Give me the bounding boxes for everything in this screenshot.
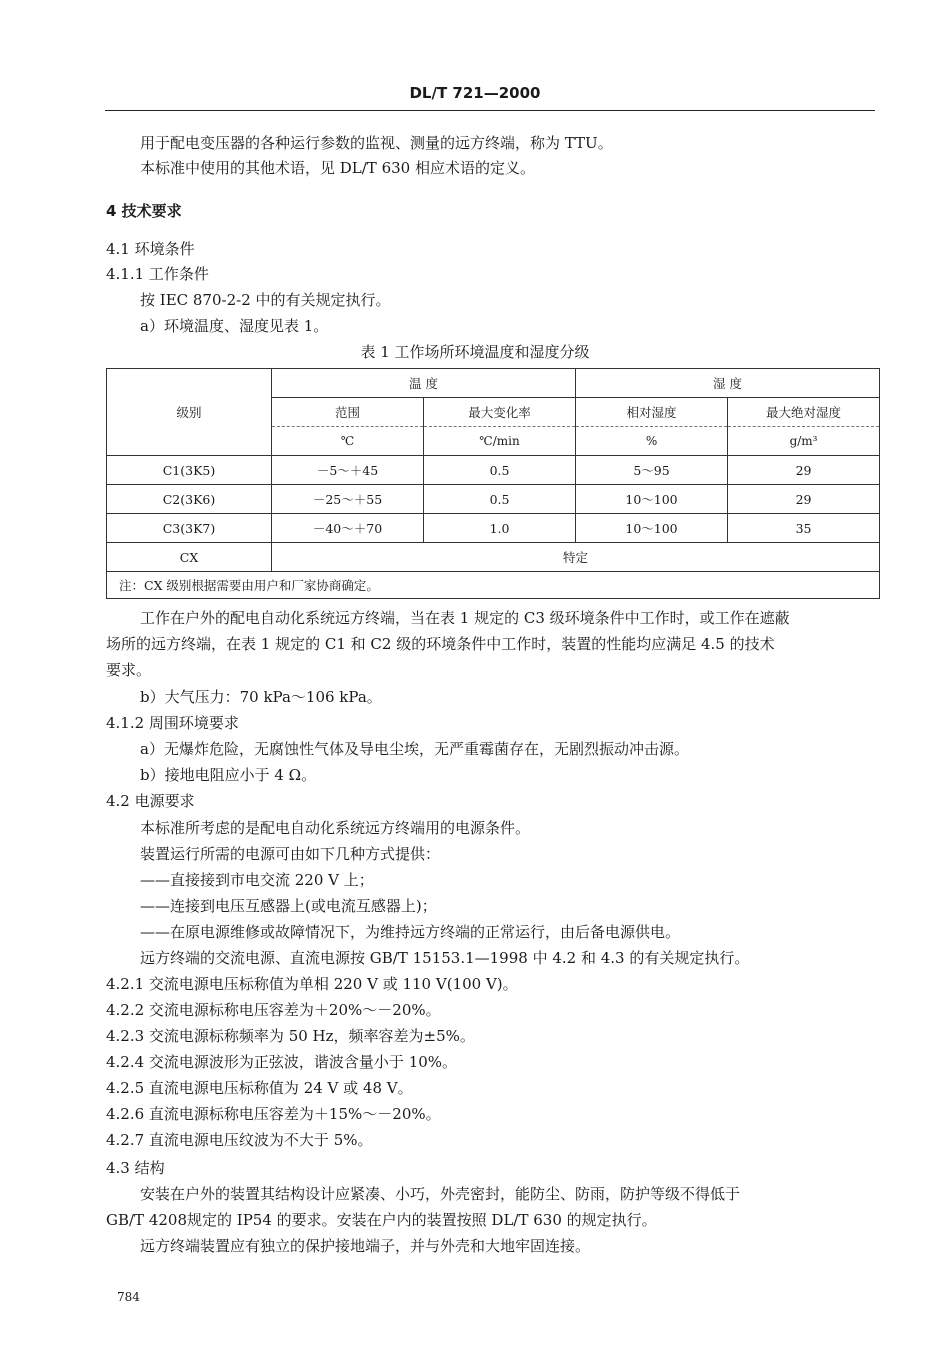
row-class: C2(3K6) <box>107 485 272 514</box>
header-abs-unit: g/m³ <box>728 427 880 456</box>
page-header-title: DL/T 721—2000 <box>409 84 541 102</box>
row-rh: 10～100 <box>576 485 728 514</box>
power-paragraph-2: 装置运行所需的电源可由如下几种方式提供： <box>140 845 441 863</box>
section-4-1-1-text: 按 IEC 870-2-2 中的有关规定执行。 <box>140 291 391 309</box>
section-4-1-1-heading: 4.1.1 工作条件 <box>106 265 209 283</box>
power-dash-2: ——连接到电压互感器上(或电流互感器上)； <box>140 897 437 915</box>
power-dash-1: ——直接接到市电交流 220 V 上； <box>140 871 374 889</box>
header-max-absolute-humidity: 最大绝对湿度 <box>728 398 880 427</box>
row-class-cx: CX <box>107 543 272 572</box>
item-a-temperature: a）环境温度、湿度见表 1。 <box>140 317 329 335</box>
table-row <box>107 514 880 543</box>
power-paragraph-1: 本标准所考虑的是配电自动化系统远方终端用的电源条件。 <box>140 819 531 837</box>
row-rh: 10～100 <box>576 514 728 543</box>
row-abs: 29 <box>728 485 880 514</box>
row-class: C1(3K5) <box>107 456 272 485</box>
table-row <box>107 485 880 514</box>
after-table-line-3: 要求。 <box>106 661 152 679</box>
structure-line-2: GB/T 4208规定的 IP54 的要求。安装在户内的装置按照 DL/T 630 的规定执行。 <box>106 1211 657 1229</box>
power-dash-3: ——在原电源维修或故障情况下，为维持远方终端的正常运行，由后备电源供电。 <box>140 923 681 941</box>
environment-table <box>106 368 880 599</box>
page-number: 784 <box>117 1290 140 1304</box>
row-rh: 5～95 <box>576 456 728 485</box>
table-note: 注：CX 级别根据需要由用户和厂家协商确定。 <box>107 572 880 599</box>
table-1-caption: 表 1 工作场所环境温度和湿度分级 <box>360 343 590 361</box>
structure-line-3: 远方终端装置应有独立的保护接地端子，并与外壳和大地牢固连接。 <box>140 1237 591 1255</box>
clause-4-2-3: 4.2.3 交流电源标称频率为 50 Hz，频率容差为±5%。 <box>106 1027 475 1045</box>
clause-4-2-5: 4.2.5 直流电源电压标称值为 24 V 或 48 V。 <box>106 1079 413 1097</box>
section-4-heading: 4 技术要求 <box>106 202 182 220</box>
clause-4-2-2: 4.2.2 交流电源标称电压容差为＋20%～－20%。 <box>106 1001 441 1019</box>
after-table-line-1: 工作在户外的配电自动化系统远方终端，当在表 1 规定的 C3 级环境条件中工作时，或工作在遮蔽 <box>140 609 790 627</box>
header-divider <box>105 110 875 111</box>
item-b-grounding: b）接地电阻应小于 4 Ω。 <box>140 766 317 784</box>
item-a-environment: a）无爆炸危险，无腐蚀性气体及导电尘埃，无严重霉菌存在，无剧烈振动冲击源。 <box>140 740 689 758</box>
header-max-rate: 最大变化率 <box>424 398 576 427</box>
row-range: －25～＋55 <box>272 485 424 514</box>
section-4-2-heading: 4.2 电源要求 <box>106 792 195 810</box>
header-humidity: 湿 度 <box>576 369 880 398</box>
header-class: 级别 <box>107 369 272 456</box>
clause-4-2-7: 4.2.7 直流电源电压纹波为不大于 5%。 <box>106 1131 373 1149</box>
item-b-pressure: b）大气压力：70 kPa～106 kPa。 <box>140 688 382 706</box>
header-relative-humidity: 相对湿度 <box>576 398 728 427</box>
intro-paragraph-2: 本标准中使用的其他术语，见 DL/T 630 相应术语的定义。 <box>140 159 535 177</box>
table-row <box>107 456 880 485</box>
section-4-1-2-heading: 4.1.2 周围环境要求 <box>106 714 239 732</box>
row-rate: 0.5 <box>424 485 576 514</box>
header-temperature: 温 度 <box>272 369 576 398</box>
clause-4-2-6: 4.2.6 直流电源标称电压容差为＋15%～－20%。 <box>106 1105 441 1123</box>
clause-4-2-4: 4.2.4 交流电源波形为正弦波，谐波含量小于 10%。 <box>106 1053 458 1071</box>
section-4-3-heading: 4.3 结构 <box>106 1159 165 1177</box>
header-range: 范围 <box>272 398 424 427</box>
power-paragraph-3: 远方终端的交流电源、直流电源按 GB/T 15153.1—1998 中 4.2 和 4.3 的有关规定执行。 <box>140 949 750 967</box>
section-4-1-heading: 4.1 环境条件 <box>106 240 195 258</box>
after-table-line-2: 场所的远方终端，在表 1 规定的 C1 和 C2 级的环境条件中工作时，装置的性能均应满足 4.5 的技术 <box>106 635 775 653</box>
row-cx-value: 特定 <box>272 543 880 572</box>
structure-line-1: 安装在户外的装置其结构设计应紧凑、小巧，外壳密封，能防尘、防雨，防护等级不得低于 <box>140 1185 741 1203</box>
header-rh-unit: % <box>576 427 728 456</box>
row-rate: 1.0 <box>424 514 576 543</box>
table-row <box>107 543 880 572</box>
row-rate: 0.5 <box>424 456 576 485</box>
row-range: －5～＋45 <box>272 456 424 485</box>
clause-4-2-1: 4.2.1 交流电源电压标称值为单相 220 V 或 110 V(100 V)。 <box>106 975 518 993</box>
row-abs: 29 <box>728 456 880 485</box>
row-range: －40～＋70 <box>272 514 424 543</box>
header-range-unit: ℃ <box>272 427 424 456</box>
row-class: C3(3K7) <box>107 514 272 543</box>
row-abs: 35 <box>728 514 880 543</box>
intro-paragraph-1: 用于配电变压器的各种运行参数的监视、测量的远方终端，称为 TTU。 <box>140 134 613 152</box>
header-rate-unit: ℃/min <box>424 427 576 456</box>
